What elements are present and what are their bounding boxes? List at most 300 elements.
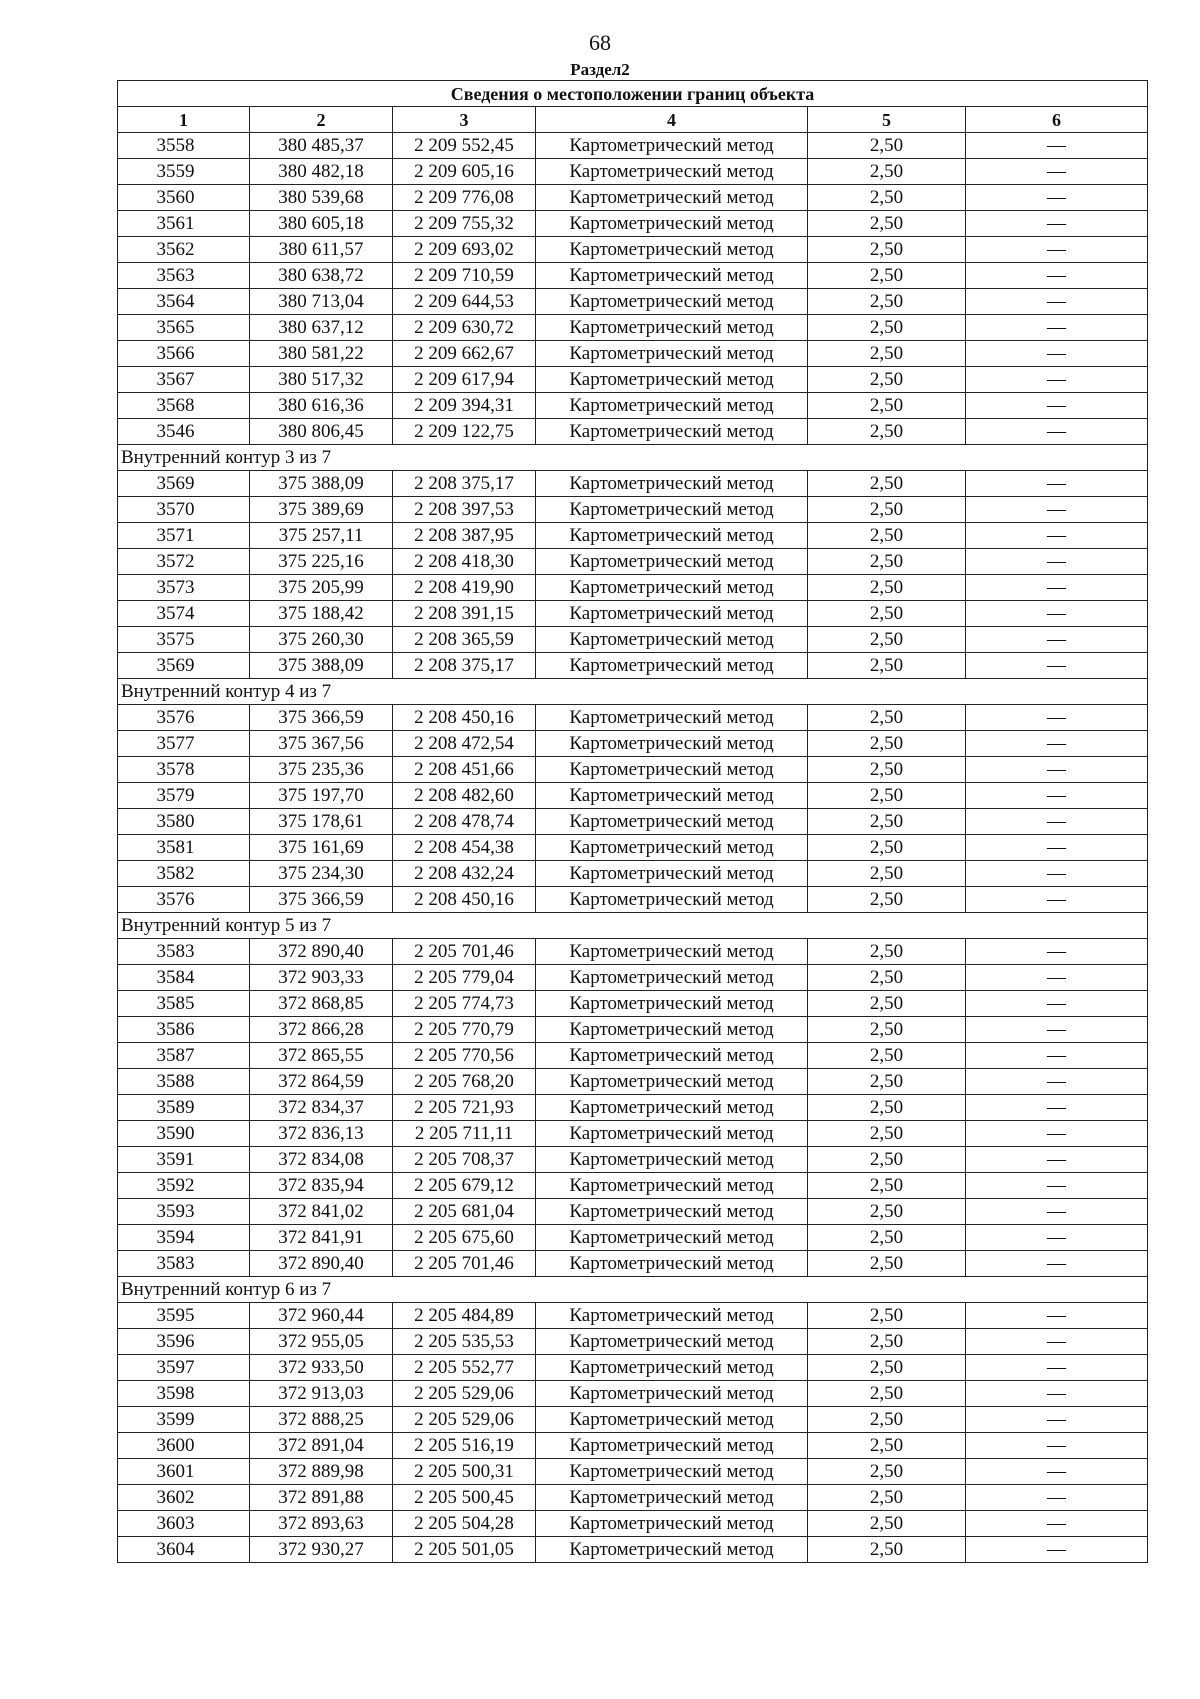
point-number-cell: 3568 — [118, 393, 250, 419]
point-number-cell: 3580 — [118, 809, 250, 835]
table-row — [118, 809, 1148, 835]
accuracy-cell: 2,50 — [808, 523, 966, 549]
table-row — [118, 861, 1148, 887]
accuracy-cell: 2,50 — [808, 1303, 966, 1329]
method-cell: Картометрический метод — [536, 783, 808, 809]
x-coordinate-cell: 380 611,57 — [250, 237, 393, 263]
x-coordinate-cell: 372 835,94 — [250, 1173, 393, 1199]
table-row — [118, 653, 1148, 679]
y-coordinate-cell: 2 205 500,31 — [393, 1459, 536, 1485]
x-coordinate-cell: 375 178,61 — [250, 809, 393, 835]
description-cell: — — [966, 1043, 1148, 1069]
description-cell: — — [966, 731, 1148, 757]
y-coordinate-cell: 2 205 501,05 — [393, 1537, 536, 1563]
point-number-cell: 3559 — [118, 159, 250, 185]
table-row — [118, 1303, 1148, 1329]
description-cell: — — [966, 705, 1148, 731]
table-row — [118, 705, 1148, 731]
description-cell: — — [966, 1225, 1148, 1251]
point-number-cell: 3572 — [118, 549, 250, 575]
accuracy-cell: 2,50 — [808, 861, 966, 887]
x-coordinate-cell: 372 891,88 — [250, 1485, 393, 1511]
description-cell: — — [966, 185, 1148, 211]
accuracy-cell: 2,50 — [808, 1225, 966, 1251]
description-cell: — — [966, 1303, 1148, 1329]
y-coordinate-cell: 2 205 779,04 — [393, 965, 536, 991]
point-number-cell: 3581 — [118, 835, 250, 861]
description-cell: — — [966, 1095, 1148, 1121]
contour-group-label: Внутренний контур 5 из 7 — [118, 913, 1148, 939]
accuracy-cell: 2,50 — [808, 549, 966, 575]
y-coordinate-cell: 2 208 454,38 — [393, 835, 536, 861]
point-number-cell: 3594 — [118, 1225, 250, 1251]
point-number-cell: 3586 — [118, 1017, 250, 1043]
point-number-cell: 3558 — [118, 133, 250, 159]
method-cell: Картометрический метод — [536, 1043, 808, 1069]
x-coordinate-cell: 372 834,08 — [250, 1147, 393, 1173]
point-number-cell: 3582 — [118, 861, 250, 887]
y-coordinate-cell: 2 208 375,17 — [393, 471, 536, 497]
table-row — [118, 523, 1148, 549]
x-coordinate-cell: 380 713,04 — [250, 289, 393, 315]
method-cell: Картометрический метод — [536, 1381, 808, 1407]
description-cell: — — [966, 1121, 1148, 1147]
y-coordinate-cell: 2 205 484,89 — [393, 1303, 536, 1329]
y-coordinate-cell: 2 208 387,95 — [393, 523, 536, 549]
method-cell: Картометрический метод — [536, 1511, 808, 1537]
table-body — [118, 133, 1148, 1563]
x-coordinate-cell: 372 891,04 — [250, 1433, 393, 1459]
table-row — [118, 1069, 1148, 1095]
x-coordinate-cell: 375 235,36 — [250, 757, 393, 783]
point-number-cell: 3587 — [118, 1043, 250, 1069]
x-coordinate-cell: 372 893,63 — [250, 1511, 393, 1537]
description-cell: — — [966, 1355, 1148, 1381]
y-coordinate-cell: 2 208 451,66 — [393, 757, 536, 783]
column-header: 4 — [536, 107, 808, 133]
description-cell: — — [966, 1459, 1148, 1485]
x-coordinate-cell: 380 637,12 — [250, 315, 393, 341]
accuracy-cell: 2,50 — [808, 965, 966, 991]
contour-group-row — [118, 913, 1148, 939]
point-number-cell: 3600 — [118, 1433, 250, 1459]
y-coordinate-cell: 2 208 472,54 — [393, 731, 536, 757]
table-row — [118, 471, 1148, 497]
y-coordinate-cell: 2 208 478,74 — [393, 809, 536, 835]
accuracy-cell: 2,50 — [808, 471, 966, 497]
method-cell: Картометрический метод — [536, 1485, 808, 1511]
accuracy-cell: 2,50 — [808, 809, 966, 835]
accuracy-cell: 2,50 — [808, 757, 966, 783]
method-cell: Картометрический метод — [536, 523, 808, 549]
table-row — [118, 1043, 1148, 1069]
x-coordinate-cell: 375 388,09 — [250, 653, 393, 679]
x-coordinate-cell: 380 482,18 — [250, 159, 393, 185]
method-cell: Картометрический метод — [536, 1433, 808, 1459]
method-cell: Картометрический метод — [536, 419, 808, 445]
accuracy-cell: 2,50 — [808, 653, 966, 679]
accuracy-cell: 2,50 — [808, 731, 966, 757]
method-cell: Картометрический метод — [536, 809, 808, 835]
y-coordinate-cell: 2 209 755,32 — [393, 211, 536, 237]
accuracy-cell: 2,50 — [808, 835, 966, 861]
method-cell: Картометрический метод — [536, 289, 808, 315]
description-cell: — — [966, 991, 1148, 1017]
table-row — [118, 1251, 1148, 1277]
description-cell: — — [966, 1147, 1148, 1173]
method-cell: Картометрический метод — [536, 159, 808, 185]
method-cell: Картометрический метод — [536, 263, 808, 289]
point-number-cell: 3598 — [118, 1381, 250, 1407]
point-number-cell: 3567 — [118, 367, 250, 393]
method-cell: Картометрический метод — [536, 1537, 808, 1563]
table-row — [118, 965, 1148, 991]
x-coordinate-cell: 375 260,30 — [250, 627, 393, 653]
table-row — [118, 1511, 1148, 1537]
table-row — [118, 991, 1148, 1017]
description-cell: — — [966, 627, 1148, 653]
y-coordinate-cell: 2 208 397,53 — [393, 497, 536, 523]
point-number-cell: 3583 — [118, 1251, 250, 1277]
y-coordinate-cell: 2 205 529,06 — [393, 1381, 536, 1407]
y-coordinate-cell: 2 205 721,93 — [393, 1095, 536, 1121]
description-cell: — — [966, 1407, 1148, 1433]
accuracy-cell: 2,50 — [808, 1537, 966, 1563]
method-cell: Картометрический метод — [536, 757, 808, 783]
accuracy-cell: 2,50 — [808, 393, 966, 419]
method-cell: Картометрический метод — [536, 653, 808, 679]
description-cell: — — [966, 341, 1148, 367]
point-number-cell: 3590 — [118, 1121, 250, 1147]
y-coordinate-cell: 2 208 365,59 — [393, 627, 536, 653]
point-number-cell: 3564 — [118, 289, 250, 315]
y-coordinate-cell: 2 205 708,37 — [393, 1147, 536, 1173]
accuracy-cell: 2,50 — [808, 263, 966, 289]
accuracy-cell: 2,50 — [808, 705, 966, 731]
point-number-cell: 3565 — [118, 315, 250, 341]
point-number-cell: 3589 — [118, 1095, 250, 1121]
y-coordinate-cell: 2 209 552,45 — [393, 133, 536, 159]
point-number-cell: 3576 — [118, 705, 250, 731]
table-row — [118, 1485, 1148, 1511]
x-coordinate-cell: 372 903,33 — [250, 965, 393, 991]
x-coordinate-cell: 372 933,50 — [250, 1355, 393, 1381]
y-coordinate-cell: 2 205 675,60 — [393, 1225, 536, 1251]
x-coordinate-cell: 372 864,59 — [250, 1069, 393, 1095]
point-number-cell: 3595 — [118, 1303, 250, 1329]
y-coordinate-cell: 2 205 768,20 — [393, 1069, 536, 1095]
description-cell: — — [966, 861, 1148, 887]
method-cell: Картометрический метод — [536, 1173, 808, 1199]
method-cell: Картометрический метод — [536, 1303, 808, 1329]
table-row — [118, 133, 1148, 159]
y-coordinate-cell: 2 205 770,79 — [393, 1017, 536, 1043]
point-number-cell: 3599 — [118, 1407, 250, 1433]
description-cell: — — [966, 1485, 1148, 1511]
accuracy-cell: 2,50 — [808, 185, 966, 211]
point-number-cell: 3571 — [118, 523, 250, 549]
point-number-cell: 3579 — [118, 783, 250, 809]
y-coordinate-cell: 2 209 693,02 — [393, 237, 536, 263]
description-cell: — — [966, 419, 1148, 445]
description-cell: — — [966, 393, 1148, 419]
description-cell: — — [966, 1433, 1148, 1459]
method-cell: Картометрический метод — [536, 731, 808, 757]
description-cell: — — [966, 263, 1148, 289]
point-number-cell: 3562 — [118, 237, 250, 263]
method-cell: Картометрический метод — [536, 1121, 808, 1147]
description-cell: — — [966, 1381, 1148, 1407]
x-coordinate-cell: 372 890,40 — [250, 939, 393, 965]
method-cell: Картометрический метод — [536, 1329, 808, 1355]
table-row — [118, 1225, 1148, 1251]
x-coordinate-cell: 375 225,16 — [250, 549, 393, 575]
point-number-cell: 3575 — [118, 627, 250, 653]
y-coordinate-cell: 2 208 375,17 — [393, 653, 536, 679]
accuracy-cell: 2,50 — [808, 1355, 966, 1381]
method-cell: Картометрический метод — [536, 1199, 808, 1225]
y-coordinate-cell: 2 208 432,24 — [393, 861, 536, 887]
column-header: 3 — [393, 107, 536, 133]
method-cell: Картометрический метод — [536, 1017, 808, 1043]
y-coordinate-cell: 2 208 419,90 — [393, 575, 536, 601]
table-row — [118, 237, 1148, 263]
y-coordinate-cell: 2 209 776,08 — [393, 185, 536, 211]
method-cell: Картометрический метод — [536, 1225, 808, 1251]
x-coordinate-cell: 372 913,03 — [250, 1381, 393, 1407]
accuracy-cell: 2,50 — [808, 211, 966, 237]
method-cell: Картометрический метод — [536, 133, 808, 159]
table-caption-row — [118, 81, 1148, 107]
description-cell: — — [966, 601, 1148, 627]
method-cell: Картометрический метод — [536, 627, 808, 653]
description-cell: — — [966, 575, 1148, 601]
y-coordinate-cell: 2 208 418,30 — [393, 549, 536, 575]
description-cell: — — [966, 1069, 1148, 1095]
table-row — [118, 1147, 1148, 1173]
y-coordinate-cell: 2 205 552,77 — [393, 1355, 536, 1381]
x-coordinate-cell: 375 234,30 — [250, 861, 393, 887]
contour-group-label: Внутренний контур 4 из 7 — [118, 679, 1148, 705]
y-coordinate-cell: 2 205 770,56 — [393, 1043, 536, 1069]
point-number-cell: 3574 — [118, 601, 250, 627]
table-caption: Сведения о местоположении границ объекта — [118, 81, 1148, 107]
method-cell: Картометрический метод — [536, 705, 808, 731]
description-cell: — — [966, 653, 1148, 679]
y-coordinate-cell: 2 208 450,16 — [393, 887, 536, 913]
table-row — [118, 185, 1148, 211]
point-number-cell: 3578 — [118, 757, 250, 783]
description-cell: — — [966, 939, 1148, 965]
accuracy-cell: 2,50 — [808, 991, 966, 1017]
accuracy-cell: 2,50 — [808, 237, 966, 263]
page-number: 68 — [589, 30, 611, 55]
point-number-cell: 3591 — [118, 1147, 250, 1173]
accuracy-cell: 2,50 — [808, 315, 966, 341]
table-row — [118, 289, 1148, 315]
x-coordinate-cell: 372 868,85 — [250, 991, 393, 1017]
x-coordinate-cell: 372 841,02 — [250, 1199, 393, 1225]
description-cell: — — [966, 809, 1148, 835]
description-cell: — — [966, 237, 1148, 263]
y-coordinate-cell: 2 205 679,12 — [393, 1173, 536, 1199]
method-cell: Картометрический метод — [536, 393, 808, 419]
column-header: 2 — [250, 107, 393, 133]
x-coordinate-cell: 380 616,36 — [250, 393, 393, 419]
accuracy-cell: 2,50 — [808, 1329, 966, 1355]
accuracy-cell: 2,50 — [808, 1251, 966, 1277]
method-cell: Картометрический метод — [536, 471, 808, 497]
y-coordinate-cell: 2 205 529,06 — [393, 1407, 536, 1433]
description-cell: — — [966, 549, 1148, 575]
y-coordinate-cell: 2 205 774,73 — [393, 991, 536, 1017]
table-row — [118, 1199, 1148, 1225]
method-cell: Картометрический метод — [536, 211, 808, 237]
accuracy-cell: 2,50 — [808, 1043, 966, 1069]
contour-group-row — [118, 1277, 1148, 1303]
y-coordinate-cell: 2 205 711,11 — [393, 1121, 536, 1147]
section-title: Раздел2 — [570, 60, 630, 79]
y-coordinate-cell: 2 208 391,15 — [393, 601, 536, 627]
point-number-cell: 3576 — [118, 887, 250, 913]
accuracy-cell: 2,50 — [808, 133, 966, 159]
accuracy-cell: 2,50 — [808, 367, 966, 393]
point-number-cell: 3593 — [118, 1199, 250, 1225]
description-cell: — — [966, 133, 1148, 159]
point-number-cell: 3601 — [118, 1459, 250, 1485]
accuracy-cell: 2,50 — [808, 1095, 966, 1121]
x-coordinate-cell: 372 890,40 — [250, 1251, 393, 1277]
x-coordinate-cell: 375 366,59 — [250, 705, 393, 731]
accuracy-cell: 2,50 — [808, 575, 966, 601]
method-cell: Картометрический метод — [536, 1069, 808, 1095]
x-coordinate-cell: 372 866,28 — [250, 1017, 393, 1043]
point-number-cell: 3577 — [118, 731, 250, 757]
description-cell: — — [966, 965, 1148, 991]
point-number-cell: 3604 — [118, 1537, 250, 1563]
contour-group-row — [118, 679, 1148, 705]
description-cell: — — [966, 315, 1148, 341]
table-row — [118, 1381, 1148, 1407]
table-row — [118, 367, 1148, 393]
point-number-cell: 3585 — [118, 991, 250, 1017]
table-row — [118, 263, 1148, 289]
y-coordinate-cell: 2 209 605,16 — [393, 159, 536, 185]
description-cell: — — [966, 835, 1148, 861]
accuracy-cell: 2,50 — [808, 1511, 966, 1537]
point-number-cell: 3588 — [118, 1069, 250, 1095]
accuracy-cell: 2,50 — [808, 1121, 966, 1147]
accuracy-cell: 2,50 — [808, 1459, 966, 1485]
table-row — [118, 341, 1148, 367]
method-cell: Картометрический метод — [536, 185, 808, 211]
description-cell: — — [966, 1199, 1148, 1225]
table-row — [118, 315, 1148, 341]
x-coordinate-cell: 380 806,45 — [250, 419, 393, 445]
accuracy-cell: 2,50 — [808, 1433, 966, 1459]
accuracy-cell: 2,50 — [808, 1069, 966, 1095]
table-row — [118, 601, 1148, 627]
x-coordinate-cell: 380 485,37 — [250, 133, 393, 159]
method-cell: Картометрический метод — [536, 1095, 808, 1121]
x-coordinate-cell: 372 834,37 — [250, 1095, 393, 1121]
y-coordinate-cell: 2 208 450,16 — [393, 705, 536, 731]
method-cell: Картометрический метод — [536, 1251, 808, 1277]
table-row — [118, 1329, 1148, 1355]
y-coordinate-cell: 2 205 701,46 — [393, 1251, 536, 1277]
table-row — [118, 887, 1148, 913]
accuracy-cell: 2,50 — [808, 341, 966, 367]
y-coordinate-cell: 2 209 662,67 — [393, 341, 536, 367]
description-cell: — — [966, 1017, 1148, 1043]
x-coordinate-cell: 372 865,55 — [250, 1043, 393, 1069]
accuracy-cell: 2,50 — [808, 289, 966, 315]
description-cell: — — [966, 497, 1148, 523]
method-cell: Картометрический метод — [536, 887, 808, 913]
y-coordinate-cell: 2 205 535,53 — [393, 1329, 536, 1355]
boundary-table — [117, 80, 1148, 1563]
method-cell: Картометрический метод — [536, 367, 808, 393]
y-coordinate-cell: 2 209 617,94 — [393, 367, 536, 393]
x-coordinate-cell: 372 960,44 — [250, 1303, 393, 1329]
description-cell: — — [966, 1251, 1148, 1277]
method-cell: Картометрический метод — [536, 965, 808, 991]
point-number-cell: 3583 — [118, 939, 250, 965]
method-cell: Картометрический метод — [536, 1407, 808, 1433]
table-row — [118, 1433, 1148, 1459]
y-coordinate-cell: 2 209 394,31 — [393, 393, 536, 419]
x-coordinate-cell: 380 605,18 — [250, 211, 393, 237]
x-coordinate-cell: 375 257,11 — [250, 523, 393, 549]
x-coordinate-cell: 375 188,42 — [250, 601, 393, 627]
y-coordinate-cell: 2 209 644,53 — [393, 289, 536, 315]
accuracy-cell: 2,50 — [808, 497, 966, 523]
x-coordinate-cell: 372 930,27 — [250, 1537, 393, 1563]
description-cell: — — [966, 783, 1148, 809]
method-cell: Картометрический метод — [536, 1355, 808, 1381]
column-header: 6 — [966, 107, 1148, 133]
point-number-cell: 3561 — [118, 211, 250, 237]
contour-group-label: Внутренний контур 6 из 7 — [118, 1277, 1148, 1303]
x-coordinate-cell: 372 888,25 — [250, 1407, 393, 1433]
description-cell: — — [966, 887, 1148, 913]
point-number-cell: 3569 — [118, 653, 250, 679]
method-cell: Картометрический метод — [536, 1147, 808, 1173]
x-coordinate-cell: 375 388,09 — [250, 471, 393, 497]
point-number-cell: 3584 — [118, 965, 250, 991]
accuracy-cell: 2,50 — [808, 627, 966, 653]
contour-group-label: Внутренний контур 3 из 7 — [118, 445, 1148, 471]
point-number-cell: 3573 — [118, 575, 250, 601]
method-cell: Картометрический метод — [536, 939, 808, 965]
method-cell: Картометрический метод — [536, 315, 808, 341]
y-coordinate-cell: 2 205 504,28 — [393, 1511, 536, 1537]
table-row — [118, 1121, 1148, 1147]
accuracy-cell: 2,50 — [808, 1407, 966, 1433]
x-coordinate-cell: 372 841,91 — [250, 1225, 393, 1251]
y-coordinate-cell: 2 205 681,04 — [393, 1199, 536, 1225]
table-row — [118, 1173, 1148, 1199]
table-row — [118, 939, 1148, 965]
description-cell: — — [966, 757, 1148, 783]
column-header: 5 — [808, 107, 966, 133]
method-cell: Картометрический метод — [536, 575, 808, 601]
description-cell: — — [966, 1329, 1148, 1355]
point-number-cell: 3546 — [118, 419, 250, 445]
table-row — [118, 835, 1148, 861]
table-row — [118, 1017, 1148, 1043]
description-cell: — — [966, 1537, 1148, 1563]
